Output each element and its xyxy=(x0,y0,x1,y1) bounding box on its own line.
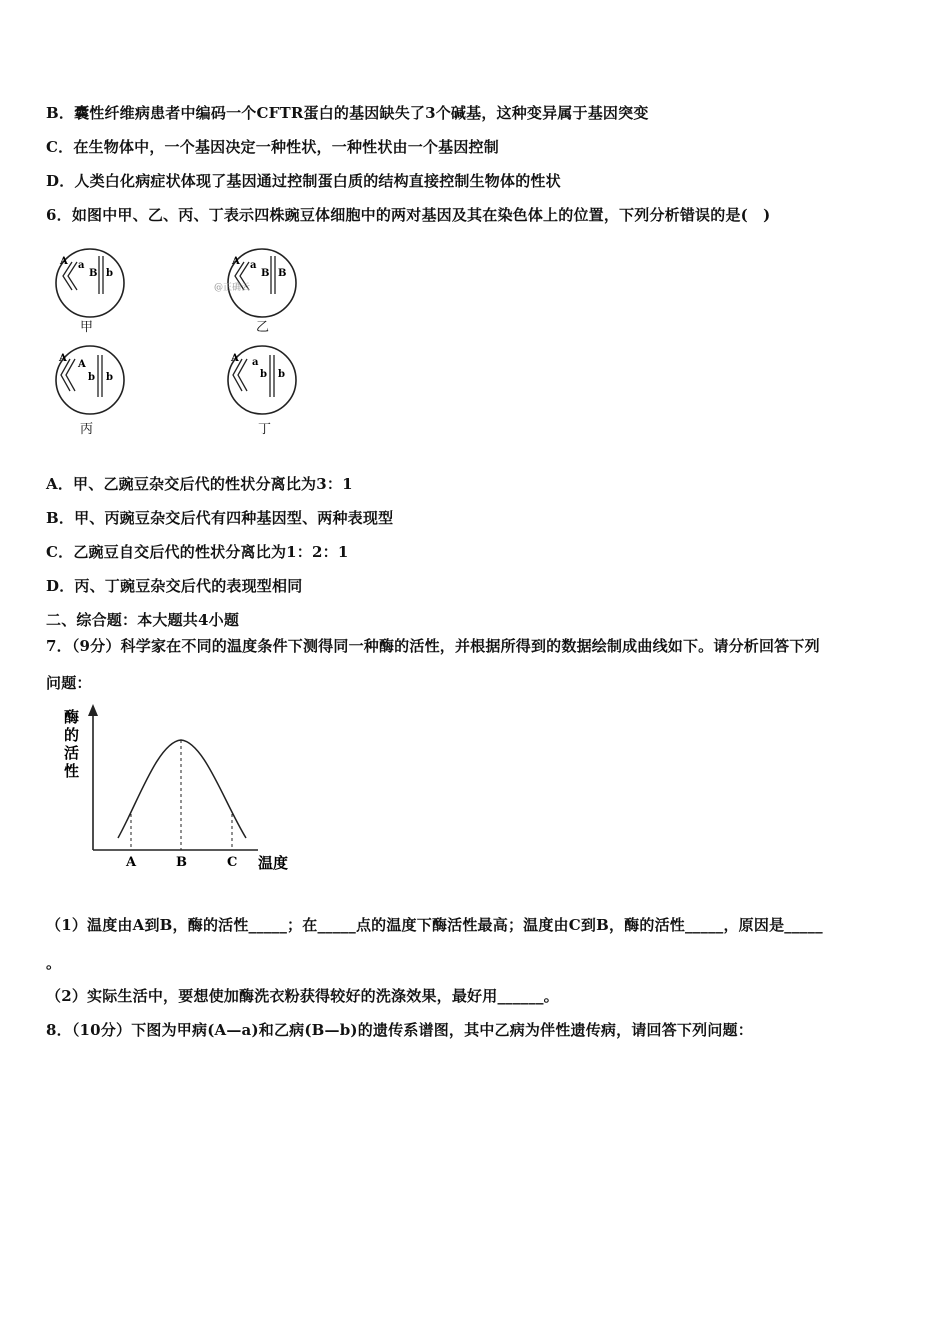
q7-stem-line1: 7．（9分）科学家在不同的温度条件下测得同一种酶的活性，并根据所得到的数据绘制成曲线如下。请分析回答下列 xyxy=(46,637,820,655)
gene-label: A xyxy=(78,359,86,370)
q6-option-d: D．丙、丁豌豆杂交后代的表现型相同 xyxy=(46,577,303,595)
section-heading: 二、综合题：本大题共4小题 xyxy=(46,611,240,629)
cell-ding xyxy=(222,343,302,423)
tick-c: C xyxy=(227,855,238,870)
q5-option-d: D．人类白化病症状体现了基因通过控制蛋白质的结构直接控制生物体的性状 xyxy=(46,172,561,190)
gene-label: A xyxy=(59,353,67,364)
q6-stem: 6．如图中甲、乙、丙、丁表示四株豌豆体细胞中的两对基因及其在染色体上的位置，下列分析错误的是( ) xyxy=(46,206,771,224)
q7-sub2: （2）实际生活中，要想使加酶洗衣粉获得较好的洗涤效果，最好用______。 xyxy=(46,987,559,1005)
cell-label-ding: 丁 xyxy=(258,422,272,437)
gene-label: B xyxy=(89,268,98,279)
q6-option-a: A．甲、乙豌豆杂交后代的性状分离比为3：1 xyxy=(46,475,353,493)
q6-option-c: C．乙豌豆自交后代的性状分离比为1：2：1 xyxy=(46,543,349,561)
watermark-text: @正确云 xyxy=(214,283,251,293)
gene-label: b xyxy=(278,369,285,380)
gene-label: a xyxy=(252,357,259,368)
y-label-char: 的 xyxy=(64,726,80,744)
q7-sub1-line2: 。 xyxy=(46,954,62,972)
gene-label: B xyxy=(261,268,270,279)
gene-label: A xyxy=(232,256,240,267)
q7-stem-line2: 问题： xyxy=(46,674,92,692)
cell-label-jia: 甲 xyxy=(80,320,94,335)
gene-label: a xyxy=(250,260,257,271)
gene-label: B xyxy=(278,268,287,279)
y-label-char: 性 xyxy=(64,762,80,780)
gene-label: b xyxy=(88,372,95,383)
cell-jia xyxy=(50,244,130,324)
tick-b: B xyxy=(176,855,187,870)
q6-cell-diagrams xyxy=(46,240,306,440)
q6-option-b: B．甲、丙豌豆杂交后代有四种基因型、两种表现型 xyxy=(46,509,394,527)
gene-label: b xyxy=(106,372,113,383)
enzyme-activity-chart xyxy=(60,702,310,882)
cell-bing xyxy=(50,343,130,423)
cell-yi xyxy=(214,244,302,324)
y-axis-arrow xyxy=(88,704,98,716)
gene-label: A xyxy=(231,353,239,364)
q8-stem: 8．（10分）下图为甲病(A—a)和乙病(B—b)的遗传系谱图，其中乙病为伴性遗传病，请回答下列问题： xyxy=(46,1021,753,1039)
cell-label-bing: 丙 xyxy=(80,422,94,437)
x-axis-label: 温度 xyxy=(258,854,289,872)
q7-sub1-line1: （1）温度由A到B，酶的活性_____；在_____点的温度下酶活性最高；温度由C到B，酶的活性_____，原因是_____ xyxy=(46,916,823,934)
tick-a: A xyxy=(126,855,137,870)
gene-label: a xyxy=(78,260,85,271)
y-label-char: 活 xyxy=(64,744,80,762)
q5-option-c: C．在生物体中，一个基因决定一种性状，一种性状由一个基因控制 xyxy=(46,138,499,156)
cell-label-yi: 乙 xyxy=(256,320,270,335)
gene-label: b xyxy=(260,369,267,380)
y-label-char: 酶 xyxy=(64,708,80,726)
q5-option-b: B．囊性纤维病患者中编码一个CFTR蛋白的基因缺失了3个碱基，这种变异属于基因突变 xyxy=(46,104,649,122)
activity-curve xyxy=(118,740,246,838)
gene-label: A xyxy=(60,256,68,267)
gene-label: b xyxy=(106,268,113,279)
